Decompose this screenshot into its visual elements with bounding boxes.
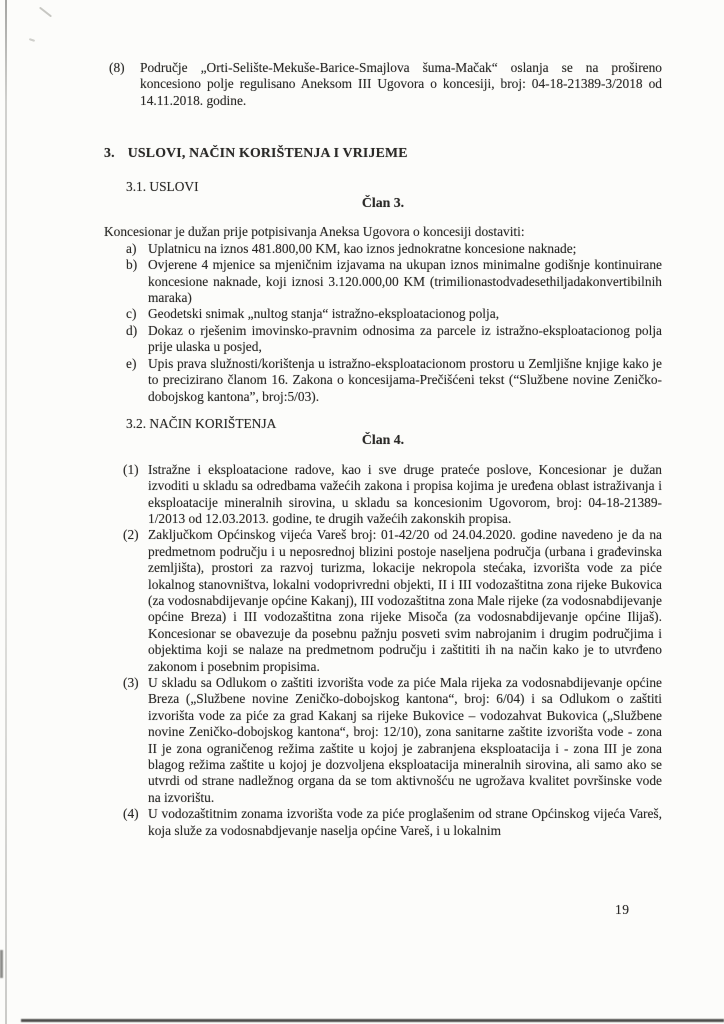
subsection-3-1-heading: 3.1. USLOVI: [126, 178, 199, 194]
item-marker: (1): [123, 461, 139, 477]
item-text: Uplatnicu na iznos 481.800,00 KM, kao iznos jednokratne koncesione naknade;: [148, 240, 577, 256]
item-text: U skladu sa Odlukom o zaštiti izvorišta vode za piće Mala rijeka za vodosnabdijevanje općine Breza („Službene novine Zeničko-dobojskog kantona“, broj: 6/04) i sa Odlukom o zaštiti izvorišta vode za piće za grad Kakanj sa rijeke Bukovice – vodozahvat Bukovica („Službene novine Zeničko-dobojskog kantona“, broj: 12/10), zona sanitarne zaštite izvorišta vode - zona II je zona ograničenog režima zaštite u kojoj je zabranjena eksploatacija i - zona III je zona blagog režima zaštite u kojoj je dozvoljena eksploatacija mineralnih sirovina, ali samo ako se utvrdi od strane nadležnog organa da se tom aktivnošću ne ugrožava kvalitet površinske vode na izvorištu.: [148, 675, 662, 805]
scan-left-edge-line: [5, 0, 7, 1024]
scan-smudge-mark: [29, 38, 35, 42]
scan-bottom-edge-line: [21, 1019, 724, 1022]
section-3-number: 3.: [104, 145, 115, 161]
item-text: Geodetski snimak „nultog stanja“ istražno-eksploatacionog polja,: [148, 306, 500, 322]
item-marker: d): [126, 322, 138, 338]
article-3-intro: Koncesionar je dužan prije potpisivanja Aneksa Ugovora o koncesiji dostaviti:: [104, 224, 525, 240]
item-text: Ovjerene 4 mjenice sa mjeničnim izjavama na ukupan iznos minimalne godišnje kontinuirane koncesione naknade, koji iznosi 3.120.000,00 KM (trimilionastodvadesethiljadakonvertibilnih maraka): [148, 257, 662, 306]
scan-left-edge-smudge: [0, 950, 3, 978]
section-3-heading: [104, 145, 662, 161]
article-3-item-b: [104, 257, 662, 306]
item-marker: b): [126, 257, 138, 273]
article-3-item-d: [104, 323, 662, 356]
article-4-item-1: [104, 462, 662, 528]
article-4-item-list: [104, 462, 662, 839]
article-3-item-list: [104, 241, 662, 405]
article-4-item-2: [104, 527, 662, 675]
page-number: 19: [615, 902, 630, 917]
clause-8-paragraph: [104, 60, 662, 109]
item-marker: c): [126, 306, 137, 322]
clause-8-text: Područje „Orti-Selište-Mekuše-Barice-Smajlova šuma-Mačak“ oslanja se na prošireno koncesiono polje regulisano Aneksom III Ugovora o koncesiji, broj: 04-18-21389-3/2018 od 14.11.2018. godine.: [140, 60, 662, 108]
clause-8-marker: (8): [109, 60, 125, 75]
item-marker: (2): [123, 527, 139, 543]
item-text: U vodozaštitnim zonama izvorišta vode za piće proglašenim od strane Općinskog vijeća Vareš, koja služe za vodosnabdjevanje naselja općine Vareš, i u lokalnim: [148, 806, 662, 838]
article-4-heading: Član 4.: [361, 432, 405, 448]
item-marker: a): [126, 240, 137, 256]
item-marker: (3): [123, 675, 139, 690]
item-text: Dokaz o rješenim imovinsko-pravnim odnosima za parcele iz istražno-eksploatacionog polja prije ulaska u posjed,: [148, 322, 662, 355]
page-content: [104, 60, 662, 839]
subsection-3-2-heading: 3.2. NAČIN KORIŠTENJA: [126, 415, 277, 431]
item-text: Upis prava služnosti/korištenja u istražno-eksploatacionom prostoru u Zemljišne knjige kako je to precizirano članom 16. Zakona o koncesijama-Prečišćeni tekst (“Službene novine Zeničko-dobojskog kantona”, broj:5/03).: [148, 355, 662, 404]
article-3-heading: Član 3.: [361, 195, 405, 211]
article-3-item-a: [104, 241, 662, 257]
item-text: Zaključkom Općinskog vijeća Vareš broj: 01-42/20 od 24.04.2020. godine navedeno je da na predmetnom području i u neposrednoj blizini postoje naseljena područja (urbana i građevinska zemljišta), prostori za razvoj turizma, lokacije nekropola stećaka, izvorišta vode za piće lokalnog stanovništva, lokalni vodoprivredni objekti, II i III vodozaštitna zona rijeke Bukovica (za vodosnabdijevanje općine Kakanj), III vodozaštitna zona Male rijeke (za vodosnabdijevanje općine Breza) i III vodozaštitna zona rijeke Misoča (za vodosnabdijevanje općine Ilijaš). Koncesionar se obavezuje da posebnu pažnju posveti svim nabrojanim i drugim područjima i objektima koji se nalaze na predmetnom području i zaštititi ih na način kako je to utvrđeno zakonom i posebnim propisima.: [148, 527, 662, 674]
article-4-item-3: [104, 675, 662, 806]
section-3-title: USLOVI, NAČIN KORIŠTENJA I VRIJEME: [127, 145, 408, 161]
item-marker: (4): [123, 806, 139, 822]
article-4-item-4: [104, 806, 662, 839]
scan-smudge-mark: [39, 7, 52, 18]
item-marker: e): [126, 355, 137, 371]
article-3-item-c: [104, 306, 662, 322]
item-text: Istražne i eksploatacione radove, kao i sve druge prateće poslove, Koncesionar je dužan izvoditi u skladu sa odredbama važećih zakona i propisa kojima je uređena oblast istraživanja i eksploatacije mineralnih sirovina, u skladu sa koncesionim Ugovorom, broj: 04-18-21389-1/2013 od 12.03.2013. godine, te drugih važećih zakonskih propisa.: [148, 461, 662, 526]
article-3-item-e: [104, 356, 662, 405]
